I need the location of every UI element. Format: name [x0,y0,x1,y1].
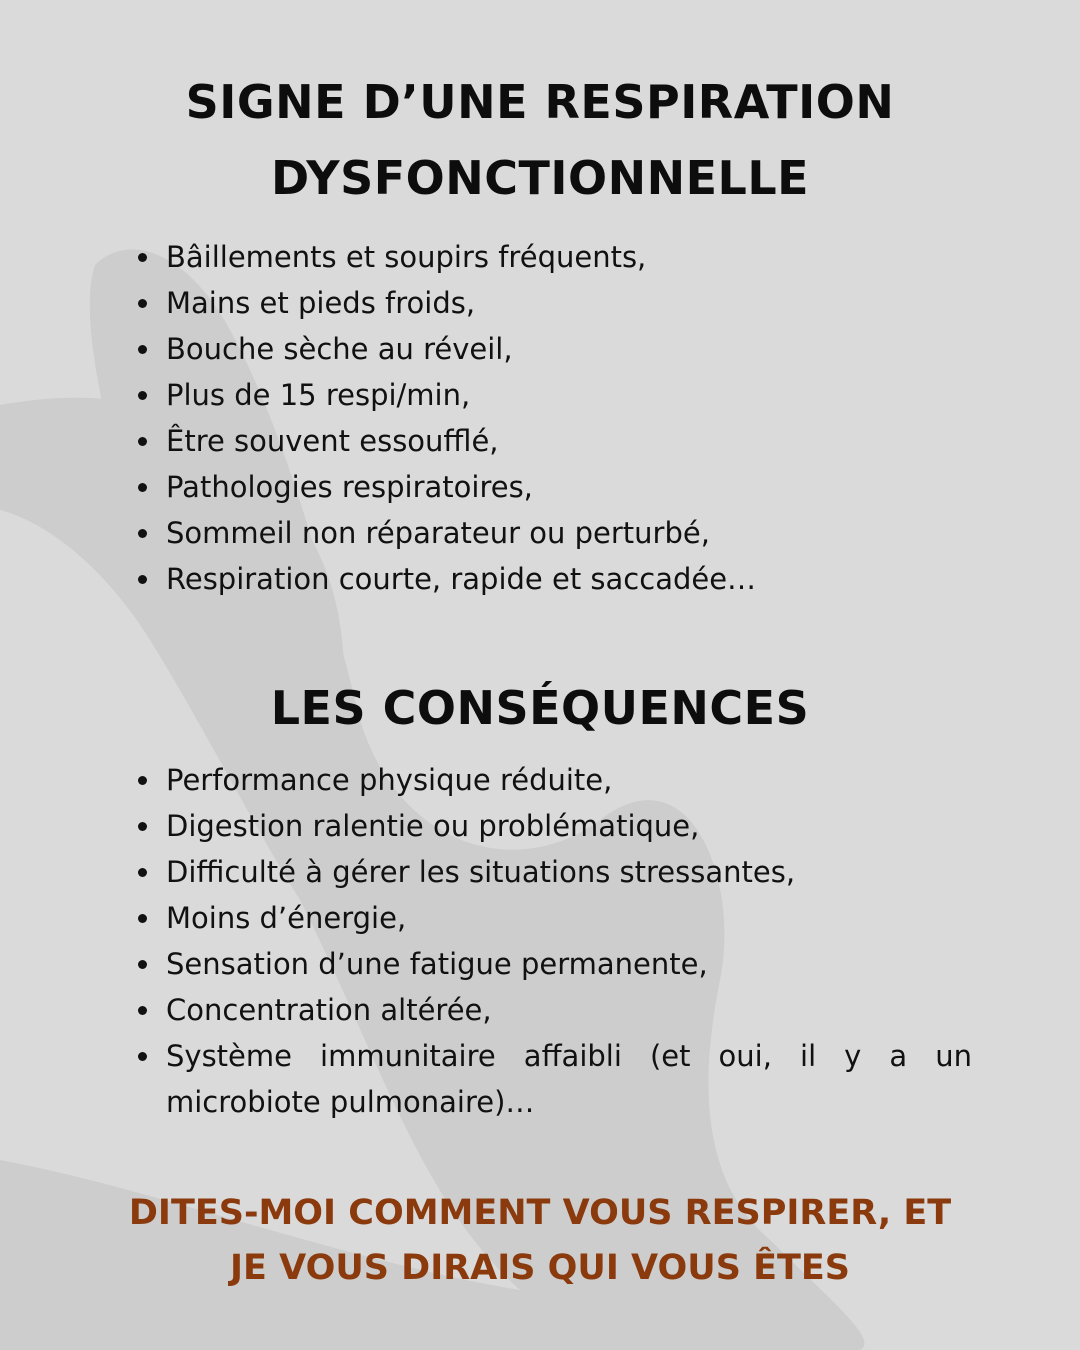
bullet-icon [138,914,147,923]
closing-tagline [60,1186,1020,1296]
list-item-text: Mains et pieds froids, [166,286,476,320]
list-item [130,372,972,418]
consequences-list [130,757,972,1125]
bullet-icon [138,868,147,877]
list-item-text: Bouche sèche au réveil, [166,332,513,366]
bullet-icon [138,822,147,831]
bullet-icon [138,253,147,262]
list-item [130,556,972,602]
list-item-text: Sommeil non réparateur ou perturbé, [166,516,710,550]
list-item [130,849,972,895]
list-item [130,987,972,1033]
list-item-text: Pathologies respiratoires, [166,470,533,504]
bullet-icon [138,776,147,785]
bullet-icon [138,483,147,492]
list-item-text: Système immunitaire affaibli (et oui, il y a un microbiote pulmonaire)… [166,1039,972,1119]
section-title-signs-line-1: SIGNE D’UNE RESPIRATION [185,75,895,129]
list-item [130,510,972,556]
list-item [130,280,972,326]
list-item [130,803,972,849]
bullet-icon [138,1006,147,1015]
section-title-consequences-text: LES CONSÉQUENCES [270,681,810,735]
bullet-icon [138,529,147,538]
list-item-text: Plus de 15 respi/min, [166,378,471,412]
bullet-icon [138,960,147,969]
list-item [130,895,972,941]
list-item [130,234,972,280]
section-title-signs [60,64,1020,216]
list-item-text: Digestion ralentie ou problématique, [166,809,700,843]
list-item-text: Moins d’énergie, [166,901,407,935]
list-item-text: Être souvent essoufflé, [166,424,499,458]
list-item-text: Bâillements et soupirs fréquents, [166,240,647,274]
list-item-text: Difficulté à gérer les situations stressantes, [166,855,796,889]
list-item [130,464,972,510]
bullet-icon [138,575,147,584]
list-item [130,757,972,803]
bullet-icon [138,299,147,308]
bullet-icon [138,391,147,400]
list-item-text: Respiration courte, rapide et saccadée… [166,562,757,596]
bullet-icon [138,345,147,354]
section-title-consequences [60,670,1020,746]
bullet-icon [138,437,147,446]
list-item [130,326,972,372]
closing-tagline-line-1: DITES-MOI COMMENT VOUS RESPIRER, ET [128,1193,952,1233]
list-item-text: Sensation d’une fatigue permanente, [166,947,708,981]
list-item [130,1033,972,1125]
closing-tagline-line-2: JE VOUS DIRAIS QUI VOUS ÊTES [229,1248,850,1288]
list-item [130,941,972,987]
section-title-signs-line-2: DYSFONCTIONNELLE [270,151,810,205]
list-item-text: Concentration altérée, [166,993,492,1027]
bullet-icon [138,1052,147,1061]
signs-list [130,234,972,602]
list-item [130,418,972,464]
list-item-text: Performance physique réduite, [166,763,613,797]
